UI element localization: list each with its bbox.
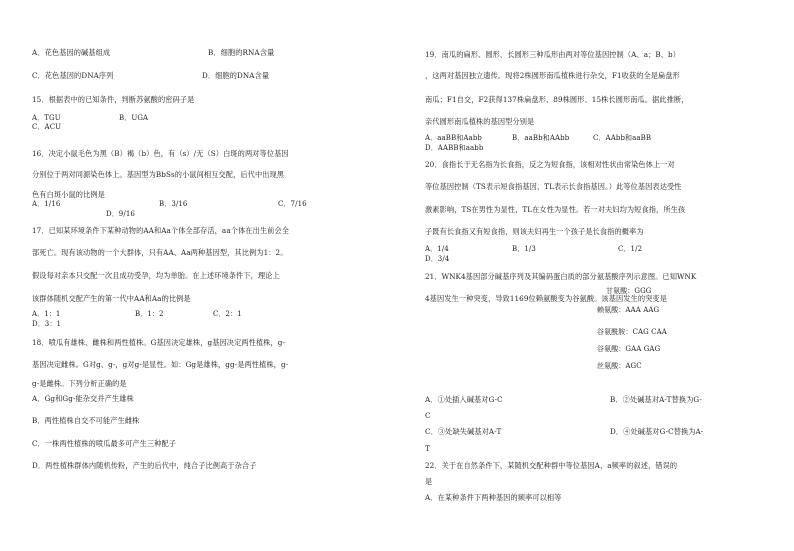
q19-option-a: A．aaBB和Aabb — [425, 134, 482, 142]
q14-option-a: A．花色基因的碱基组成 — [32, 48, 111, 57]
q19-line-3: 南瓜；F1自交，F2获得137株扁盘形、89株圆形、15株长圆形南瓜。据此推断， — [425, 95, 689, 104]
q17-option-d: D．3：1 — [32, 320, 62, 328]
q20-option-b: B．1/3 — [512, 245, 536, 253]
q16-option-d: D．9/16 — [106, 210, 135, 218]
q14-option-d: D．细胞的DNA含量 — [202, 71, 270, 80]
q16-option-c: C．7/16 — [278, 200, 307, 208]
q21-option-d-cont: T — [425, 444, 430, 453]
codon-lysine: 赖氨酸：AAA AAG — [597, 306, 660, 314]
q15-option-c: C．ACU — [32, 123, 62, 131]
q17-option-c: C．2：1 — [213, 310, 242, 318]
q20-option-a: A．1/4 — [425, 245, 449, 253]
q19-option-b: B．aaBb和AAbb — [512, 134, 570, 142]
q16-line-3: 色有白斑小鼠的比例是 — [32, 190, 105, 199]
q20-line-1: 20．食指长于无名指为长食指，反之为短食指，该相对性状由常染色体上一对 — [425, 160, 675, 169]
codon-glutamate: 谷氨酸：GAA GAG — [597, 345, 661, 353]
q16-line-1: 16．决定小鼠毛色为黑（B）褐（b）色，有（s）/无（S）白斑的两对等位基因 — [32, 149, 289, 158]
q21-option-a: A．①处插入碱基对G-C — [425, 395, 503, 404]
q17-line-2: 部死亡。现有该动物的一个大群体，只有AA、Aa两种基因型，其比例为1：2。 — [32, 248, 288, 257]
q21-option-b: B．②处碱基对A-T替换为G- — [610, 395, 702, 404]
q14-option-b: B．细胞的RNA含量 — [208, 48, 275, 57]
q17-option-a: A．1：1 — [32, 310, 61, 318]
q16-line-2: 分别位于两对同源染色体上。基因型为BbSs的小鼠间相互交配，后代中出现黑 — [32, 170, 285, 179]
q18-option-a: A．Gg和Gg-能杂交并产生雄株 — [32, 394, 134, 403]
q21-option-b-cont: C — [425, 411, 431, 420]
q15-stem: 15．根据表中的已知条件，判断苏氨酸的密码子是 — [32, 95, 195, 104]
q17-line-1: 17．已知某环境条件下某种动物的AA和Aa个体全部存活，aa个体在出生前会全 — [32, 226, 290, 235]
q19-option-d: D．AABB和aabb — [425, 144, 484, 152]
q20-option-c: C．1/2 — [618, 245, 643, 253]
q18-line-1: 18．喷瓜有雄株、雌株和两性植株。G基因决定雄株，g基因决定两性植株，g- — [32, 338, 286, 347]
q18-line-2: 基因决定雌株。G对g、g-，g对g-是显性。如：Gg是雄株，gg-是两性植株，g- — [32, 360, 289, 369]
q15-option-a: A．TGU — [32, 114, 61, 122]
codon-glutamine: 谷氨酰胺：CAG CAA — [597, 328, 667, 336]
q22-option-a: A．在某种条件下两种基因的频率可以相等 — [425, 493, 562, 502]
q22-line-1: 22．关于在自然条件下，某随机交配种群中等位基因A、a频率的叙述，错误的 — [425, 461, 678, 470]
q17-option-b: B．1：2 — [135, 310, 164, 318]
q20-line-4: 子既有长食指又有短食指，则该夫妇再生一个孩子是长食指的概率为 — [425, 227, 644, 236]
q19-option-c: C．AAbb和aaBB — [593, 134, 652, 142]
q21-line-1: 21．WNK4基因部分碱基序列及其编码蛋白质的部分氨基酸序列示意图。已知WNK — [425, 272, 697, 281]
q19-line-4: 亲代圆形南瓜植株的基因型分别是 — [425, 117, 535, 126]
q18-option-b: B．两性植株自交不可能产生雌株 — [32, 416, 140, 425]
q19-line-1: 19．南瓜的扁形、圆形、长圆形三种瓜形由两对等位基因控制（A、a；B、b） — [425, 50, 681, 59]
q17-line-4: 该群体随机交配产生的第一代中AA和Aa的比例是 — [32, 294, 191, 303]
q19-line-2: ，这两对基因独立遗传。现将2株圆形南瓜植株进行杂交，F1收获的全是扁盘形 — [425, 71, 680, 80]
q17-line-3: 假设每对亲本只交配一次且成功受孕，均为单胎。在上述环境条件下，理论上 — [32, 271, 280, 280]
q18-option-d: D．两性植株群体内随机传粉，产生的后代中，纯合子比例高于杂合子 — [32, 461, 257, 470]
q20-line-3: 激素影响，TS在男性为显性，TL在女性为显性。若一对夫妇均为短食指，所生孩 — [425, 205, 686, 214]
q20-option-d: D．3/4 — [425, 255, 450, 263]
q16-option-b: B．3/16 — [159, 200, 188, 208]
codon-serine: 丝氨酸：AGC — [597, 362, 642, 370]
q15-option-b: B．UGA — [119, 114, 149, 122]
q21-line-2: 4基因发生一种突变，导致1169位赖氨酸变为谷氨酸。该基因发生的突变是 — [425, 294, 667, 303]
q22-line-2: 是 — [425, 477, 433, 486]
codon-glycine: 甘氨酸：GGG — [606, 287, 652, 295]
q21-option-c: C．③处缺失碱基对A-T — [425, 427, 502, 436]
q18-line-3: g-是雌株。下列分析正确的是 — [32, 379, 127, 388]
q14-option-c: C．花色基因的DNA序列 — [32, 71, 114, 80]
q16-option-a: A．1/16 — [32, 200, 61, 208]
q20-line-2: 等位基因控制（TS表示短食指基因，TL表示长食指基因。）此等位基因表达受性 — [425, 182, 682, 191]
q21-option-d: D．④处碱基对G-C替换为A- — [610, 427, 704, 436]
q18-option-c: C．一株两性植株的喷瓜最多可产生三种配子 — [32, 439, 177, 448]
